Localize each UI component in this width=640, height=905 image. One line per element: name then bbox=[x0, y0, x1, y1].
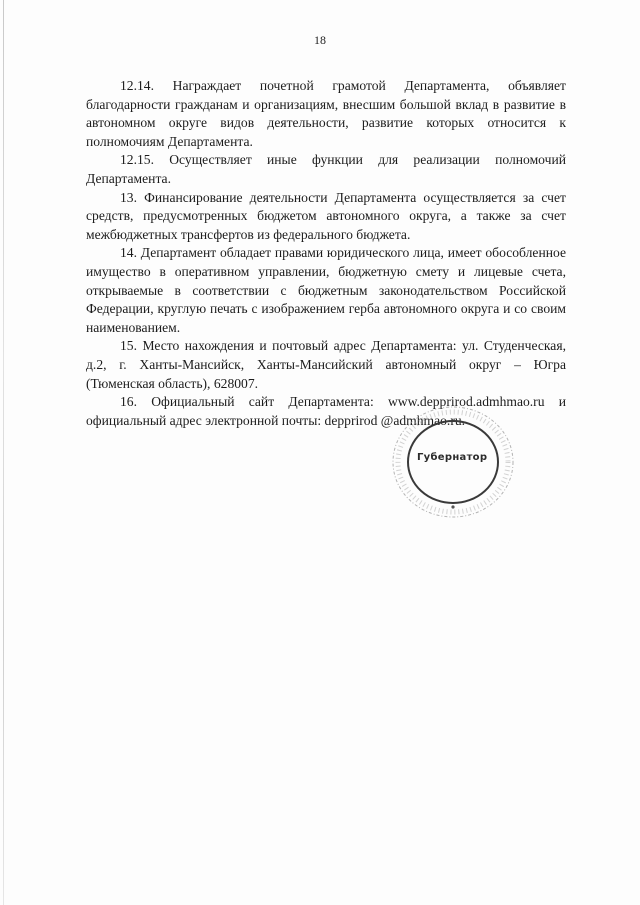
official-stamp bbox=[387, 404, 517, 524]
stamp-circle-icon bbox=[387, 404, 517, 524]
paragraph-13: 13. Финансирование деятельности Департамента осуществляется за счет средств, предусмотренных бюджетом автономного округа, а также за счет межбюджетных трансфертов из федерального бюджета. bbox=[86, 189, 566, 242]
paragraph-14: 14. Департамент обладает правами юридического лица, имеет обособленное имущество в оперативном управлении, бюджетную смету и лицевые счета, открываемые в соответствии с бюджетным законодательством Российской Федерации, круглую печать с изображением герба автономного округа и со своим наименованием. bbox=[86, 245, 566, 335]
paragraph-16: 16. Официальный сайт Департамента: www.depprirod.admhmao.ru и официальный адрес электронной почты: depprirod @admhmao.ru. bbox=[86, 394, 566, 428]
paragraph-12-14: 12.14. Награждает почетной грамотой Департамента, объявляет благодарности гражданам и организациям, внесшим большой вклад в развитие в автономном округе видов деятельности, развитие которых относится к полномочиям Департамента. bbox=[86, 78, 566, 149]
document-body bbox=[86, 77, 566, 430]
paragraph-15: 15. Место нахождения и почтовый адрес Департамента: ул. Студенческая, д.2, г. Ханты-Мансийск, Ханты-Мансийский автономный округ – Югра (Тюменская область), 628007. bbox=[86, 338, 566, 391]
page-number: 18 bbox=[314, 33, 326, 47]
stamp-label: Губернатор bbox=[417, 452, 488, 463]
scan-edge bbox=[3, 0, 4, 905]
paragraph-12-15: 12.15. Осуществляет иные функции для реализации полномочий Департамента. bbox=[86, 152, 566, 186]
